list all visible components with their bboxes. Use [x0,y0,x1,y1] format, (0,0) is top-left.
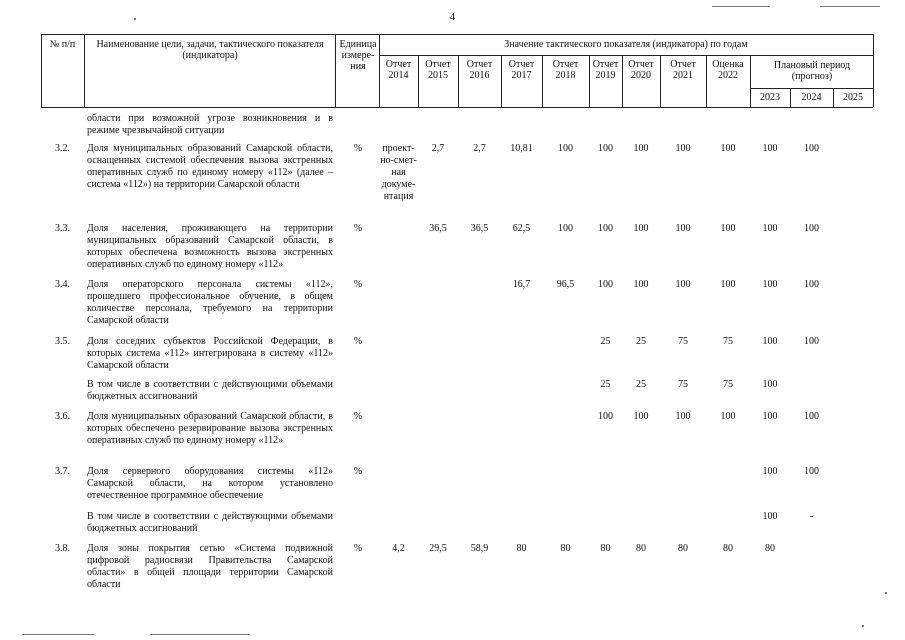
row-number: 3.3. [55,223,70,234]
value-cell: 100 [675,411,691,422]
value-cell: 100 [804,466,819,477]
value-cell: 75 [678,336,688,347]
indicator-name: Доля зоны покрытия сетью «Система подвижной цифровой радиосвязи Правительства Самарской области» в общей площади территории Самарской области [87,543,333,590]
value-cell: 58,9 [470,543,489,554]
value-cell: 2,7 [431,143,445,154]
value-cell: 80 [560,543,571,554]
value-cell: 100 [675,223,691,234]
header-col-values: Значение тактического показателя (индикатора) по годам [504,39,748,50]
value-cell: 36,5 [429,223,447,234]
value-cell: 100 [762,511,778,522]
unit-cell: % [353,336,363,347]
unit-cell: % [353,279,363,290]
value-cell: 100 [633,143,649,154]
value-cell: 80 [516,543,527,554]
row-number: 3.5. [55,336,70,347]
indicator-name: В том числе в соответствии с действующими объемами бюджетных ассигнований [87,511,333,534]
scan-line-bottom-left [22,634,94,635]
value-cell: 100 [804,411,819,422]
page-number: 4 [449,11,456,23]
value-cell: 25 [600,379,611,390]
unit-cell: % [353,543,363,554]
value-cell: 25 [600,336,611,347]
value-cell: 96,5 [556,279,575,290]
value-cell: 100 [804,223,819,234]
value-cell: 100 [720,143,736,154]
header-year-2018: Отчет 2018 [552,59,579,81]
scan-dot [885,592,887,594]
header-col-unit: Единица измере-ния [339,39,377,72]
scan-dot [862,625,864,627]
value-cell: 100 [598,143,613,154]
value-cell: 16,7 [512,279,531,290]
value-cell: 29,5 [429,543,447,554]
value-cell: 100 [762,466,778,477]
indicator-name: Доля населения, проживающего на территории муниципальных образований Самарской области, в которых обеспечена возможность вызова экстренных оперативных служб по единому номеру «112» [87,223,333,270]
value-cell: 100 [762,143,778,154]
header-plan-2024: 2024 [801,92,822,103]
header-year-2015: Отчет 2015 [425,59,451,81]
indicator-name: Доля серверного оборудования системы «112» Самарской области, на котором установлено отечественное программное обеспечение [87,466,333,501]
value-cell: 100 [598,223,613,234]
header-plan-2023: 2023 [760,92,780,103]
value-cell: 36,5 [470,223,489,234]
value-cell: 10,81 [510,143,533,154]
header-year-2020: Отчет 2020 [628,59,654,81]
header-plan-period: Плановый период (прогноз) [773,60,851,82]
scan-line-bottom-mid [150,634,250,635]
value-cell: 100 [804,279,819,290]
value-cell: 80 [723,543,733,554]
value-cell: 100 [598,279,613,290]
value-cell: 100 [762,223,778,234]
header-year-2022: Оценка 2022 [712,59,744,81]
indicator-name: Доля муниципальных образований Самарской области, оснащенных системой обеспечения вызова экстренных оперативных служб по единому номеру «112» (далее – система «112») на территории Самарской области [87,143,333,190]
header-col-name: Наименование цели, задачи, тактического показателя (индикатора) [96,39,324,61]
value-cell: 80 [600,543,611,554]
value-cell: 25 [636,379,646,390]
value-cell: 25 [636,336,646,347]
row-number: 3.6. [55,411,70,422]
row-number: 3.7. [55,466,70,477]
scan-line-top-right-2 [820,6,880,7]
header-year-2021: Отчет 2021 [670,59,696,81]
value-cell: 75 [678,379,688,390]
row-number: 3.8. [55,543,70,554]
header-year-2016: Отчет 2016 [466,59,493,81]
value-cell: 100 [633,411,649,422]
value-cell: 2,7 [473,143,486,154]
value-cell: 100 [558,143,573,154]
value-cell: 100 [633,279,649,290]
value-cell: 100 [720,279,736,290]
value-cell: 100 [720,223,736,234]
value-cell: - [809,511,814,522]
indicator-name: Доля операторского персонала системы «112», прошедшего профессиональное обучение, в общем количестве персонала, требуемого на территории Самарской области [87,279,333,326]
unit-cell: % [353,466,363,477]
value-cell: 100 [675,279,691,290]
value-cell: 80 [765,543,775,554]
scan-line-top-right-1 [712,6,770,7]
value-cell: 100 [762,379,778,390]
value-cell: 100 [762,279,778,290]
value-cell: 75 [723,336,733,347]
scan-dot [134,18,136,20]
value-cell: 100 [558,223,573,234]
value-cell: 62,5 [512,223,531,234]
value-cell: 100 [598,411,613,422]
value-cell: 4,2 [392,543,405,554]
unit-cell: % [353,411,363,422]
value-cell: 75 [723,379,733,390]
header-plan-2025: 2025 [843,92,863,103]
row-number: 3.4. [55,279,70,290]
header-year-2014: Отчет 2014 [385,59,412,81]
value-cell: 100 [804,143,819,154]
value-cell: проект-но-смет-ная докуме-нтация [380,143,417,202]
indicator-name: области при возможной угрозе возникновения и в режиме чрезвычайной ситуации [87,113,333,136]
indicator-name: В том числе в соответствии с действующими объемами бюджетных ассигнований [87,379,333,402]
indicator-name: Доля муниципальных образований Самарской области, в которых обеспечено резервирование вызова экстренных оперативных служб по единому номеру «112» [87,411,333,446]
row-number: 3.2. [55,143,70,154]
value-cell: 80 [678,543,688,554]
value-cell: 80 [636,543,646,554]
value-cell: 100 [633,223,649,234]
unit-cell: % [353,223,363,234]
header-year-2019: Отчет 2019 [592,59,619,81]
header-col-number: № п/п [49,39,76,50]
value-cell: 100 [720,411,736,422]
indicator-name: Доля соседних субъектов Российской Федерации, в которых система «112» интегрирована в систему «112» Самарской области [87,336,333,371]
header-year-2017: Отчет 2017 [508,59,535,81]
value-cell: 100 [804,336,819,347]
value-cell: 100 [762,411,778,422]
value-cell: 100 [675,143,691,154]
unit-cell: % [353,143,363,154]
value-cell: 100 [762,336,778,347]
